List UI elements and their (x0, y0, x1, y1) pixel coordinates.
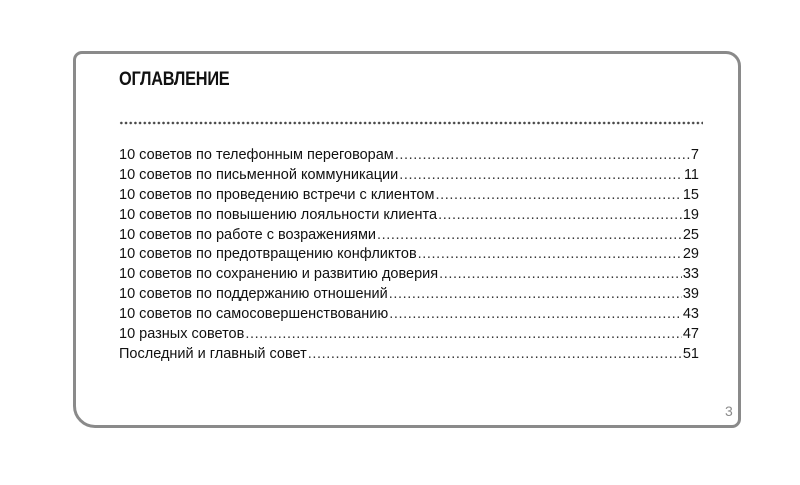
toc-dot-leader (399, 166, 683, 186)
toc-dot-leader (308, 345, 682, 365)
toc-dot-leader (395, 146, 690, 166)
toc-dot-leader (438, 206, 682, 226)
toc-dot-leader (439, 265, 682, 285)
toc-entry-page: 43 (682, 306, 699, 323)
toc-entry-title: Последний и главный совет (119, 345, 307, 362)
toc-dot-leader (389, 305, 682, 325)
toc-entry-page: 39 (682, 286, 699, 303)
table-of-contents (119, 146, 699, 365)
toc-dot-leader (377, 226, 682, 246)
toc-entry-page: 7 (690, 147, 699, 163)
toc-entry-title: 10 советов по работе с возражениями (119, 226, 377, 243)
toc-entry-title: 10 советов по проведению встречи с клиентом (119, 186, 435, 203)
toc-entry[interactable] (119, 186, 699, 206)
toc-dot-leader (435, 186, 681, 206)
toc-entry[interactable] (119, 226, 699, 246)
toc-entry[interactable] (119, 325, 699, 345)
toc-entry-title: 10 советов по самосовершенствованию (119, 306, 389, 323)
toc-entry-title: 10 советов по повышению лояльности клиента (119, 206, 438, 223)
toc-entry-page: 25 (682, 226, 699, 243)
toc-dot-leader (245, 325, 682, 345)
toc-entry-title: 10 советов по поддержанию отношений (119, 286, 388, 303)
toc-entry-title: 10 советов по сохранению и развитию доверия (119, 266, 439, 283)
toc-entry[interactable] (119, 285, 699, 305)
toc-entry-title: 10 советов по письменной коммуникации (119, 166, 399, 183)
toc-dot-leader (418, 245, 682, 265)
toc-entry[interactable] (119, 206, 699, 226)
toc-entry[interactable] (119, 305, 699, 325)
page-number: 3 (725, 403, 733, 419)
toc-entry-page: 19 (682, 206, 699, 223)
toc-entry-title: 10 разных советов (119, 326, 245, 343)
dotted-separator (119, 121, 703, 125)
toc-dot-leader (389, 285, 682, 305)
toc-entry[interactable] (119, 245, 699, 265)
toc-entry-page: 15 (682, 186, 699, 203)
toc-entry-title: 10 советов по предотвращению конфликтов (119, 246, 417, 263)
toc-entry-title: 10 советов по телефонным переговорам (119, 147, 394, 163)
toc-entry[interactable] (119, 345, 699, 365)
toc-entry[interactable] (119, 146, 699, 166)
toc-entry[interactable] (119, 265, 699, 285)
toc-entry-page: 33 (682, 266, 699, 283)
toc-entry-page: 47 (682, 326, 699, 343)
toc-entry[interactable] (119, 166, 699, 186)
toc-entry-page: 29 (682, 246, 699, 263)
toc-heading: ОГЛАВЛЕНИЕ (119, 69, 230, 90)
toc-entry-page: 11 (683, 166, 699, 183)
toc-entry-page: 51 (682, 345, 699, 362)
